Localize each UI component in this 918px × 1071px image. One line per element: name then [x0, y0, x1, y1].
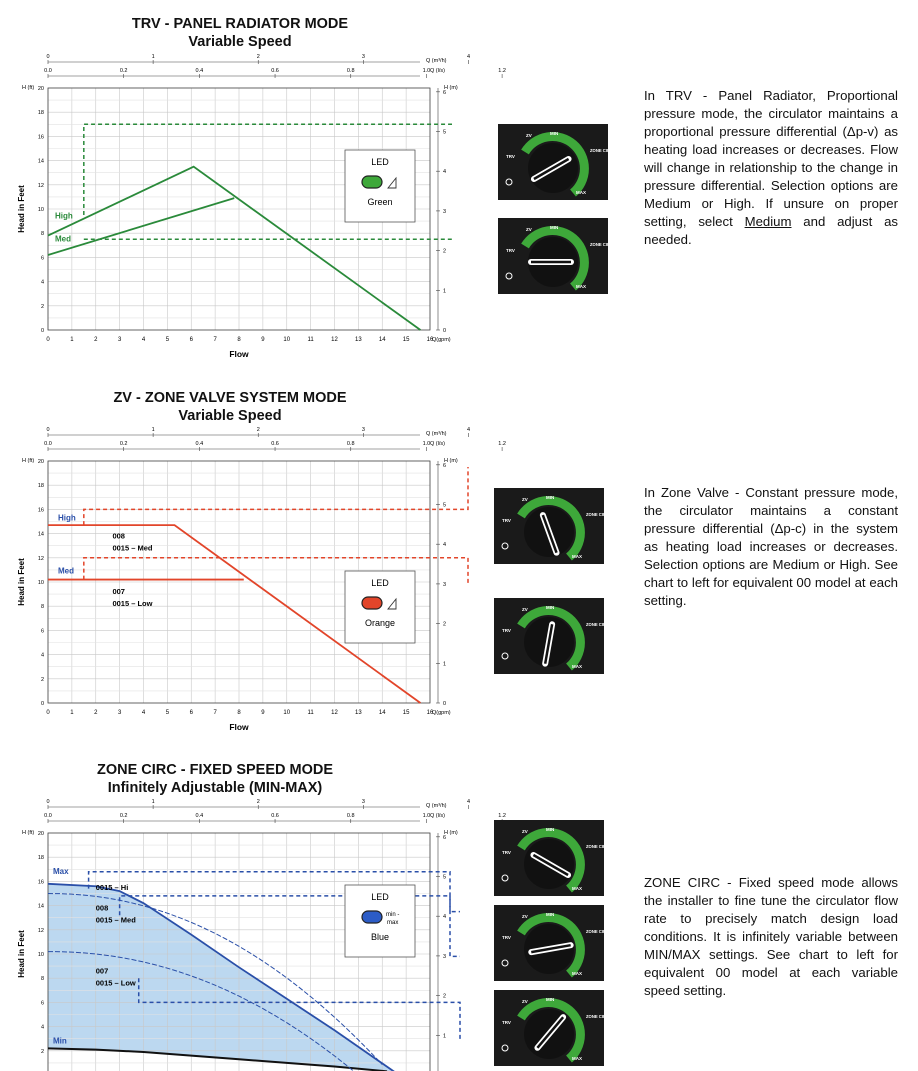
ft-tick-label: 2: [40, 676, 44, 683]
section-2-description: In Zone Valve - Constant pressure mode, the circulator maintains a constant pressure differential (Δp-c) in the system as heating load increases or decreases. Selection options are Medium or High. See chart to left for equivalent 00 model at each setting.: [644, 485, 898, 608]
ft-tick-label: 14: [37, 531, 44, 538]
dial-label-zone-circ: ZONE CIRC: [586, 929, 610, 934]
ft-tick-label: 12: [37, 182, 44, 189]
ls-tick-label: 0.0: [44, 68, 52, 74]
gpm-tick-label: 1: [70, 710, 74, 716]
m-tick-label: 1: [443, 1033, 447, 1040]
gpm-tick-label: 4: [141, 710, 146, 716]
m3-tick-label: 0: [46, 427, 50, 433]
curve-label-high: High: [58, 513, 76, 523]
ft-tick-label: 20: [37, 86, 44, 92]
dial-label-max: MAX: [576, 190, 586, 195]
m3-tick-label: 2: [256, 427, 260, 433]
dial-label-zone-circ: ZONE CIRC: [586, 844, 610, 849]
dial-knob: [494, 488, 610, 564]
gpm-tick-label: 14: [378, 710, 386, 716]
gpm-tick-label: 6: [189, 710, 193, 716]
m-tick-label: 1: [443, 661, 447, 668]
ft-tick-label: 10: [37, 207, 44, 213]
m3-tick-label: 2: [256, 799, 260, 805]
dial-label-min: MIN: [546, 827, 555, 832]
m-tick-label: 6: [443, 89, 447, 96]
ft-tick-label: 0: [40, 328, 44, 334]
m-tick-label: 2: [443, 248, 447, 255]
dial-label-min: MIN: [546, 997, 555, 1002]
dial-label-zv: ZV: [522, 914, 528, 919]
guide-high: [84, 467, 468, 525]
ls-tick-label: 0.8: [346, 68, 355, 74]
gpm-tick-label: 7: [213, 710, 217, 716]
m-tick-label: 4: [443, 914, 447, 921]
gpm-tick-label: 9: [261, 337, 265, 343]
ft-tick-label: 8: [40, 231, 44, 238]
dial-label-zone-circ: ZONE CIRC: [586, 622, 610, 627]
m-tick-label: 6: [443, 462, 447, 469]
gpm-tick-label: 11: [307, 337, 314, 343]
dial-label-max: MAX: [572, 664, 582, 669]
ls-tick-label: 1.0: [422, 813, 431, 819]
ft-tick-label: 12: [37, 927, 44, 934]
dial-power-icon: [502, 1045, 508, 1051]
m3-unit-label: Q (m³/h): [426, 58, 447, 64]
gpm-tick-label: 2: [94, 337, 98, 343]
gpm-tick-label: 1: [70, 337, 74, 343]
dial-label-trv: TRV: [502, 518, 511, 523]
x-axis-label: Flow: [229, 722, 249, 732]
ls-tick-label: 0.4: [195, 68, 204, 74]
ls-tick-label: 1.2: [498, 441, 506, 447]
m3-unit-label: Q (m³/h): [426, 431, 447, 437]
ft-tick-label: 20: [37, 459, 44, 465]
section-2-subtitle: Variable Speed: [178, 408, 282, 424]
m-tick-label: 3: [443, 581, 447, 588]
m3-tick-label: 3: [361, 427, 365, 433]
dial-knob: [498, 218, 614, 294]
ls-tick-label: 1.0: [422, 441, 431, 447]
gpm-tick-label: 5: [165, 710, 170, 716]
ft-tick-label: 6: [40, 1000, 44, 1007]
ls-tick-label: 0.2: [119, 813, 128, 819]
ft-tick-label: 16: [37, 507, 44, 514]
chart-zone-circ: [10, 799, 506, 1056]
gpm-tick-label: 10: [283, 337, 291, 343]
gpm-tick-label: 0: [46, 710, 50, 716]
m3-tick-label: 1: [151, 799, 155, 805]
section-3-subtitle: Infinitely Adjustable (MIN-MAX): [107, 780, 323, 796]
dial-knob: [494, 820, 610, 896]
model-label-0015-hi: 0015 – Hi: [95, 882, 129, 892]
ft-tick-label: 4: [40, 1024, 44, 1031]
dial-label-min: MIN: [546, 605, 555, 610]
ls-tick-label: 1.2: [498, 813, 506, 819]
led-indicator: [362, 176, 382, 188]
ft-tick-label: 14: [37, 158, 44, 165]
dial-image-2: [498, 218, 614, 294]
led-label: LED: [371, 892, 389, 902]
m3-tick-label: 4: [466, 54, 471, 60]
dial-power-icon: [502, 653, 508, 659]
y-axis-label: Head in Feet: [17, 185, 26, 233]
dial-label-zv: ZV: [526, 227, 532, 232]
ft-tick-label: 14: [37, 903, 44, 910]
led-color-name: Blue: [370, 932, 390, 942]
led-indicator: [362, 911, 382, 923]
dial-label-max: MAX: [576, 284, 586, 289]
dial-label-trv: TRV: [502, 850, 511, 855]
dial-knob: [494, 990, 610, 1066]
gpm-tick-label: 3: [117, 710, 122, 716]
m3-tick-label: 4: [466, 427, 471, 433]
ft-tick-label: 2: [40, 1048, 44, 1055]
led-label: LED: [371, 157, 389, 167]
ft-tick-label: 16: [37, 879, 44, 886]
curve-label-med: Med: [58, 566, 74, 576]
gpm-tick-label: 16: [426, 337, 434, 343]
gpm-tick-label: 6: [189, 337, 193, 343]
curve-label-med: Med: [55, 234, 71, 244]
dial-image-1: [498, 124, 614, 200]
dial-image-5: [494, 820, 610, 896]
y-axis-label: Head in Feet: [17, 930, 26, 978]
dial-label-max: MAX: [572, 971, 582, 976]
ft-tick-label: 6: [40, 628, 44, 635]
gpm-tick-label: 13: [355, 337, 362, 343]
m3-tick-label: 3: [361, 54, 365, 60]
m3-unit-label: Q (m³/h): [426, 803, 447, 809]
section-3-title: ZONE CIRC - FIXED SPEED MODE: [96, 762, 334, 778]
dial-label-max: MAX: [572, 554, 582, 559]
ft-tick-label: 8: [40, 976, 44, 983]
m3-tick-label: 1: [151, 54, 155, 60]
dial-power-icon: [502, 960, 508, 966]
dial-label-zv: ZV: [522, 497, 528, 502]
gpm-tick-label: 7: [213, 337, 217, 343]
dial-power-icon: [502, 543, 508, 549]
ft-tick-label: 16: [37, 134, 44, 141]
y-axis-label: Head in Feet: [17, 558, 26, 606]
dial-label-zv: ZV: [526, 133, 532, 138]
m3-tick-label: 4: [466, 799, 471, 805]
ls-tick-label: 0.4: [195, 441, 204, 447]
dial-label-trv: TRV: [502, 1020, 511, 1025]
dial-power-icon: [506, 273, 512, 279]
ft-tick-label: 0: [40, 701, 44, 707]
dial-label-max: MAX: [572, 886, 582, 891]
ls-tick-label: 0.8: [346, 441, 355, 447]
gpm-unit-label: Q(gpm): [432, 337, 451, 343]
m-tick-label: 0: [443, 328, 447, 334]
dial-label-trv: TRV: [502, 628, 511, 633]
ft-tick-label: 6: [40, 255, 44, 262]
ft-tick-label: 2: [40, 303, 44, 310]
dial-label-trv: TRV: [506, 154, 515, 159]
gpm-tick-label: 8: [237, 710, 241, 716]
dial-label-zv: ZV: [522, 607, 528, 612]
ls-tick-label: 0.2: [119, 441, 128, 447]
ft-unit-label: H (ft): [22, 85, 35, 91]
m-tick-label: 5: [443, 874, 447, 881]
m3-tick-label: 0: [46, 799, 50, 805]
m3-tick-label: 2: [256, 54, 260, 60]
dial-label-trv: TRV: [506, 248, 515, 253]
dial-label-min: MIN: [550, 225, 559, 230]
led-sublabel: min -: [386, 912, 400, 918]
m-tick-label: 3: [443, 953, 447, 960]
ft-tick-label: 10: [37, 952, 44, 958]
m3-tick-label: 3: [361, 799, 365, 805]
dial-label-min: MIN: [546, 495, 555, 500]
m-tick-label: 2: [443, 621, 447, 628]
m-tick-label: 0: [443, 701, 447, 707]
ft-tick-label: 10: [37, 580, 44, 586]
chart-zv: [10, 427, 506, 738]
ft-tick-label: 4: [40, 652, 44, 659]
ft-tick-label: 8: [40, 604, 44, 611]
led-color-name: Orange: [364, 618, 396, 628]
dial-label-trv: TRV: [502, 935, 511, 940]
ft-tick-label: 18: [37, 110, 44, 117]
ft-tick-label: 18: [37, 483, 44, 490]
led-label: LED: [371, 578, 389, 588]
model-label-0015-med: 0015 – Med: [95, 915, 136, 925]
m-tick-label: 6: [443, 834, 447, 841]
m-tick-label: 3: [443, 208, 447, 215]
ls-tick-label: 0.2: [119, 68, 128, 74]
model-label-007: 007: [112, 587, 125, 597]
model-label-008: 008: [112, 531, 125, 541]
ft-tick-label: 18: [37, 855, 44, 862]
ft-unit-label: H (ft): [22, 830, 35, 836]
gpm-tick-label: 11: [307, 710, 314, 716]
dial-image-4: [494, 598, 610, 674]
m-tick-label: 4: [443, 542, 447, 549]
curve-label-min: Min: [53, 1036, 67, 1046]
gpm-tick-label: 10: [283, 710, 291, 716]
led-box: [345, 150, 415, 222]
dial-label-min: MIN: [550, 131, 559, 136]
led-color-name: Green: [367, 197, 393, 207]
gpm-tick-label: 13: [355, 710, 362, 716]
dial-label-zone-circ: ZONE CIRC: [586, 512, 610, 517]
section-1-title: TRV - PANEL RADIATOR MODE: [131, 16, 349, 32]
gpm-tick-label: 15: [402, 710, 410, 716]
gpm-tick-label: 2: [94, 710, 98, 716]
ls-tick-label: 0.4: [195, 813, 204, 819]
led-box: [345, 571, 415, 643]
ft-tick-label: 20: [37, 831, 44, 837]
gpm-tick-label: 9: [261, 710, 265, 716]
dial-label-min: MIN: [546, 912, 555, 917]
model-label-008: 008: [95, 903, 109, 913]
ls-tick-label: 0.6: [271, 441, 279, 447]
ls-unit-label: Q (l/s): [430, 68, 445, 74]
led-box: [345, 885, 415, 957]
dial-label-zv: ZV: [522, 999, 528, 1004]
curve-label-max: Max: [53, 867, 69, 877]
m3-tick-label: 0: [46, 54, 50, 60]
gpm-tick-label: 14: [378, 337, 386, 343]
ls-tick-label: 0.6: [271, 68, 279, 74]
m-unit-label: H (m): [444, 458, 458, 464]
m-tick-label: 5: [443, 129, 447, 136]
ls-tick-label: 0.0: [44, 813, 52, 819]
ls-tick-label: 0.0: [44, 441, 52, 447]
gpm-tick-label: 15: [402, 337, 410, 343]
dial-label-zv: ZV: [522, 829, 528, 834]
section-1-subtitle: Variable Speed: [188, 34, 292, 50]
dial-label-max: MAX: [572, 1056, 582, 1061]
m-tick-label: 2: [443, 993, 447, 1000]
dial-knob: [498, 124, 614, 200]
m-tick-label: 4: [443, 169, 447, 176]
m-tick-label: 5: [443, 502, 447, 509]
ft-unit-label: H (ft): [22, 458, 35, 464]
dial-label-zone-circ: ZONE CIRC: [590, 148, 614, 153]
ls-unit-label: Q (l/s): [430, 813, 445, 819]
gpm-tick-label: 12: [331, 710, 338, 716]
chart-trv: [10, 54, 506, 365]
model-label-0015-low: 0015 – Low: [112, 599, 153, 609]
dial-power-icon: [506, 179, 512, 185]
model-label-0015-low: 0015 – Low: [95, 978, 136, 988]
gpm-tick-label: 8: [237, 337, 241, 343]
m3-tick-label: 1: [151, 427, 155, 433]
dial-knob: [494, 905, 610, 981]
model-label-007: 007: [95, 966, 109, 976]
ls-tick-label: 1.2: [498, 68, 506, 74]
dial-knob: [494, 598, 610, 674]
gpm-tick-label: 16: [426, 710, 434, 716]
model-label-0015-med: 0015 – Med: [112, 543, 153, 553]
ls-tick-label: 0.8: [346, 813, 355, 819]
section-1-description: In TRV - Panel Radiator, Proportional pressure mode, the circulator maintains a proportional pressure differential (Δp-v) as heating load increases or decreases. Flow will change in relationship to the change in pressure differential. Selection options are Medium or High. If unsure on proper setting, select Medium and adjust as needed.: [644, 88, 899, 247]
section-2-title: ZV - ZONE VALVE SYSTEM MODE: [113, 390, 347, 406]
x-axis-label: Flow: [229, 349, 249, 359]
m-tick-label: 1: [443, 288, 447, 295]
dial-power-icon: [502, 875, 508, 881]
series-line-med: [48, 198, 234, 255]
led-indicator: [362, 597, 382, 609]
ft-tick-label: 4: [40, 279, 44, 286]
gpm-tick-label: 5: [165, 337, 170, 343]
m-unit-label: H (m): [444, 830, 458, 836]
gpm-tick-label: 12: [331, 337, 338, 343]
curve-label-high: High: [55, 211, 73, 221]
gpm-tick-label: 4: [141, 337, 146, 343]
dial-label-zone-circ: ZONE CIRC: [590, 242, 614, 247]
gpm-tick-label: 3: [117, 337, 122, 343]
led-sublabel: max: [387, 920, 399, 926]
dial-image-3: [494, 488, 610, 564]
ls-tick-label: 0.6: [271, 813, 279, 819]
gpm-unit-label: Q(gpm): [432, 710, 451, 716]
ls-tick-label: 1.0: [422, 68, 431, 74]
section-3-description: ZONE CIRC - Fixed speed mode allows the installer to fine tune the circulator flow rate to precisely match design load conditions. It is infinitely variable between MIN/MAX settings. See chart to left for equivalent 00 model at each variable speed setting.: [644, 875, 898, 998]
ft-tick-label: 12: [37, 555, 44, 562]
ls-unit-label: Q (l/s): [430, 441, 445, 447]
m-unit-label: H (m): [444, 85, 458, 91]
gpm-tick-label: 0: [46, 337, 50, 343]
dial-image-6: [494, 905, 610, 981]
dial-label-zone-circ: ZONE CIRC: [586, 1014, 610, 1019]
dial-image-7: [494, 990, 610, 1066]
